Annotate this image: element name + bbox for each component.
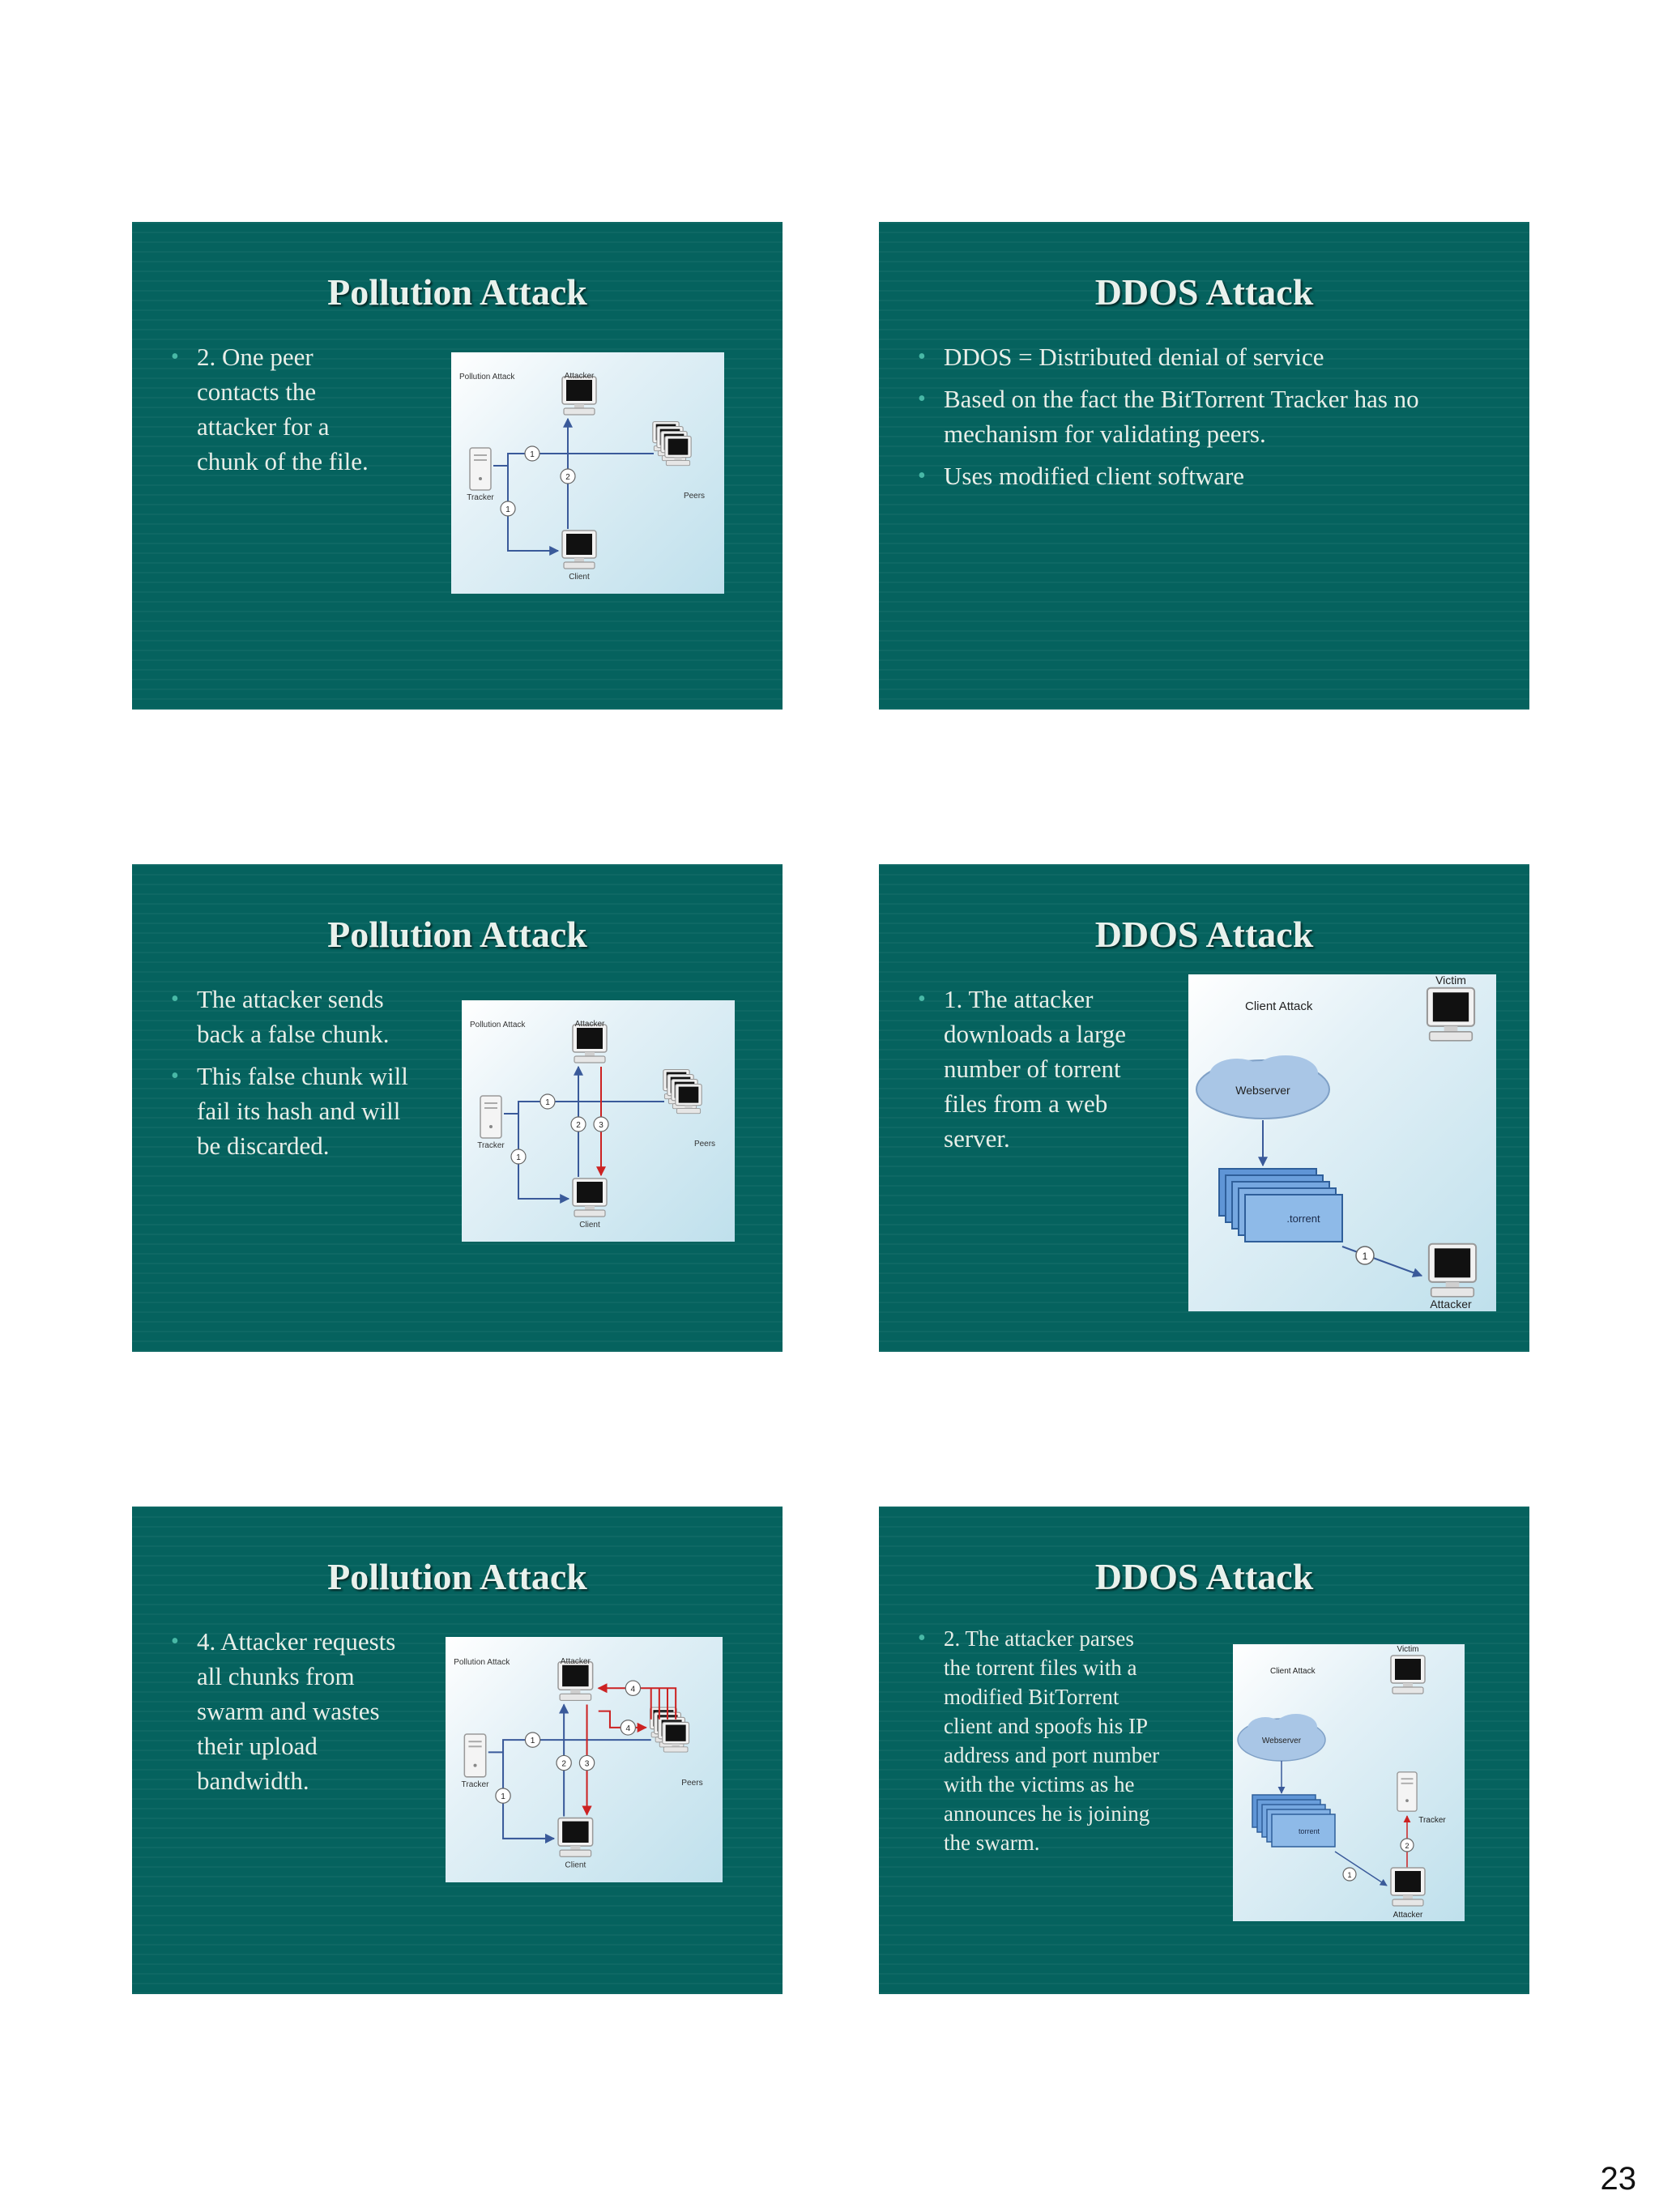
torrent-files-stack-icon	[1252, 1795, 1335, 1847]
attacker-label: Attacker	[1430, 1298, 1472, 1311]
slide-title: DDOS Attack	[1094, 271, 1314, 313]
page-number: 23	[1600, 2161, 1636, 2197]
bullet-dot-icon: •	[171, 344, 179, 369]
client-label: Client	[579, 1221, 600, 1230]
peers-stack-icon	[663, 1070, 702, 1114]
diagram-caption: Pollution Attack	[470, 1021, 526, 1029]
attacker-monitor-icon	[1391, 1868, 1425, 1906]
attacker-monitor-icon	[558, 1662, 593, 1701]
svg-text:1: 1	[530, 1737, 535, 1746]
bullet-item: • 2. The attacker parses the torrent files with a modified BitTorrent client and spoofs his IP address and port number with the victims as he announces he is joining the swarm.	[918, 1626, 1160, 1855]
svg-text:1: 1	[516, 1153, 521, 1162]
svg-text:1: 1	[505, 505, 510, 514]
attacker-label: Attacker	[564, 372, 595, 381]
svg-text:1: 1	[1347, 1871, 1352, 1879]
client-monitor-icon	[573, 1178, 607, 1217]
svg-text:1: 1	[1362, 1251, 1368, 1262]
webserver-label: Webserver	[1261, 1737, 1302, 1745]
attacker-label: Attacker	[1392, 1911, 1423, 1920]
slide-5	[132, 1507, 783, 1994]
step-badge	[571, 1117, 586, 1132]
step-badge	[579, 1755, 594, 1770]
bullet-item: • DDOS = Distributed denial of service	[918, 339, 1509, 374]
bullet-dot-icon: •	[171, 1629, 179, 1654]
step-badge	[511, 1149, 526, 1164]
bullet-list	[171, 1624, 414, 1805]
bullet-dot-icon: •	[918, 987, 926, 1012]
svg-text:1: 1	[545, 1098, 550, 1107]
attacker-label: Attacker	[574, 1020, 605, 1029]
step-badge	[525, 446, 539, 461]
tracker-label: Tracker	[467, 493, 494, 502]
bullet-item: • 1. The attacker downloads a large number of torrent files from a web server.	[918, 982, 1153, 1156]
svg-text:1: 1	[501, 1792, 505, 1802]
step-badge	[1356, 1247, 1374, 1264]
peers-label: Peers	[681, 1778, 703, 1788]
bullet-dot-icon: •	[918, 463, 926, 488]
tracker-server-icon	[470, 448, 491, 490]
tracker-server-icon	[464, 1734, 485, 1777]
svg-text:3: 3	[584, 1759, 590, 1769]
slide-6	[879, 1507, 1529, 1994]
step-badge	[1343, 1868, 1356, 1881]
victim-label: Victim	[1435, 974, 1466, 987]
peers-label: Peers	[683, 492, 706, 501]
step-badge	[540, 1094, 555, 1109]
pollution-diagram	[446, 1637, 723, 1882]
webserver-cloud-icon	[1196, 1055, 1329, 1119]
webserver-label: Webserver	[1235, 1084, 1290, 1097]
bullet-item: • This false chunk will fail its hash and will be discarded.	[171, 1059, 414, 1163]
slide-title: Pollution Attack	[327, 271, 587, 313]
diagram-caption: Client Attack	[1245, 999, 1313, 1013]
step-badge	[496, 1788, 510, 1803]
tracker-label: Tracker	[461, 1779, 489, 1789]
torrent-files-stack-icon	[1219, 1169, 1342, 1242]
client-monitor-icon	[562, 531, 596, 569]
slide-1	[132, 222, 783, 710]
tracker-label: Tracker	[477, 1141, 505, 1150]
bullet-item: • 4. Attacker requests all chunks from swarm and wastes their upload bandwidth.	[171, 1624, 414, 1798]
tracker-server-icon	[480, 1096, 501, 1138]
bullet-item: • 2. One peer contacts the attacker for a chunk of the file.	[171, 339, 390, 479]
bullet-item: • Based on the fact the BitTorrent Tracker has no mechanism for validating peers.	[918, 381, 1509, 451]
step-badge	[525, 1733, 539, 1747]
slide-title: DDOS Attack	[1094, 1556, 1314, 1597]
bullet-list	[171, 982, 414, 1170]
bullet-list	[171, 339, 390, 486]
attacker-monitor-icon	[562, 377, 596, 415]
victim-monitor-icon	[1391, 1656, 1425, 1694]
bullet-list	[918, 339, 1509, 501]
slide-title: DDOS Attack	[1094, 914, 1314, 955]
bullet-dot-icon: •	[918, 386, 926, 411]
bullet-item: • Uses modified client software	[918, 458, 1509, 493]
tracker-label: Tracker	[1418, 1816, 1446, 1825]
svg-text:4: 4	[630, 1685, 636, 1694]
tracker-server-icon	[1397, 1772, 1417, 1811]
slide-title: Pollution Attack	[327, 1556, 587, 1597]
step-badge	[1401, 1839, 1414, 1852]
svg-text:3: 3	[599, 1121, 603, 1130]
pollution-diagram	[462, 1000, 735, 1242]
victim-label: Victim	[1397, 1645, 1419, 1654]
step-badge	[501, 501, 515, 516]
bullet-dot-icon: •	[918, 1626, 926, 1651]
diagram-caption: Pollution Attack	[454, 1657, 510, 1667]
slide-title: Pollution Attack	[327, 914, 587, 955]
diagram-caption: Pollution Attack	[459, 373, 515, 381]
peers-stack-icon	[653, 422, 691, 466]
svg-text:4: 4	[625, 1724, 631, 1733]
step-badge	[594, 1117, 608, 1132]
svg-text:2: 2	[1405, 1842, 1410, 1850]
bullet-dot-icon: •	[171, 987, 179, 1012]
victim-monitor-icon	[1427, 988, 1474, 1041]
bullet-dot-icon: •	[171, 1063, 179, 1089]
attacker-monitor-icon	[573, 1025, 607, 1063]
slide-2	[879, 222, 1529, 710]
svg-text:2: 2	[576, 1121, 581, 1130]
bullet-list	[918, 1624, 1161, 1865]
bullet-item: • The attacker sends back a false chunk.	[171, 982, 414, 1051]
bullet-dot-icon: •	[918, 344, 926, 369]
client-attack-diagram	[1233, 1644, 1465, 1921]
step-badge	[561, 469, 575, 484]
pollution-diagram	[451, 352, 724, 594]
attacker-label: Attacker	[560, 1656, 591, 1666]
svg-text:2: 2	[561, 1759, 566, 1769]
client-label: Client	[569, 573, 590, 582]
slide-3	[132, 864, 783, 1352]
torrent-label: torrent	[1298, 1827, 1320, 1835]
attacker-monitor-icon	[1429, 1244, 1476, 1297]
step-badge	[621, 1720, 635, 1735]
slide-4	[879, 864, 1529, 1352]
peers-stack-icon	[650, 1707, 689, 1752]
webserver-cloud-icon	[1238, 1714, 1325, 1761]
client-attack-diagram	[1188, 974, 1496, 1311]
torrent-label: .torrent	[1286, 1213, 1320, 1225]
step-badge	[557, 1755, 571, 1770]
step-badge	[625, 1681, 640, 1695]
svg-text:1: 1	[530, 450, 535, 459]
peers-label: Peers	[693, 1140, 716, 1149]
bullet-list	[918, 982, 1153, 1163]
client-label: Client	[565, 1860, 586, 1870]
diagram-caption: Client Attack	[1270, 1667, 1316, 1676]
client-monitor-icon	[558, 1818, 593, 1857]
svg-text:2: 2	[565, 473, 570, 482]
